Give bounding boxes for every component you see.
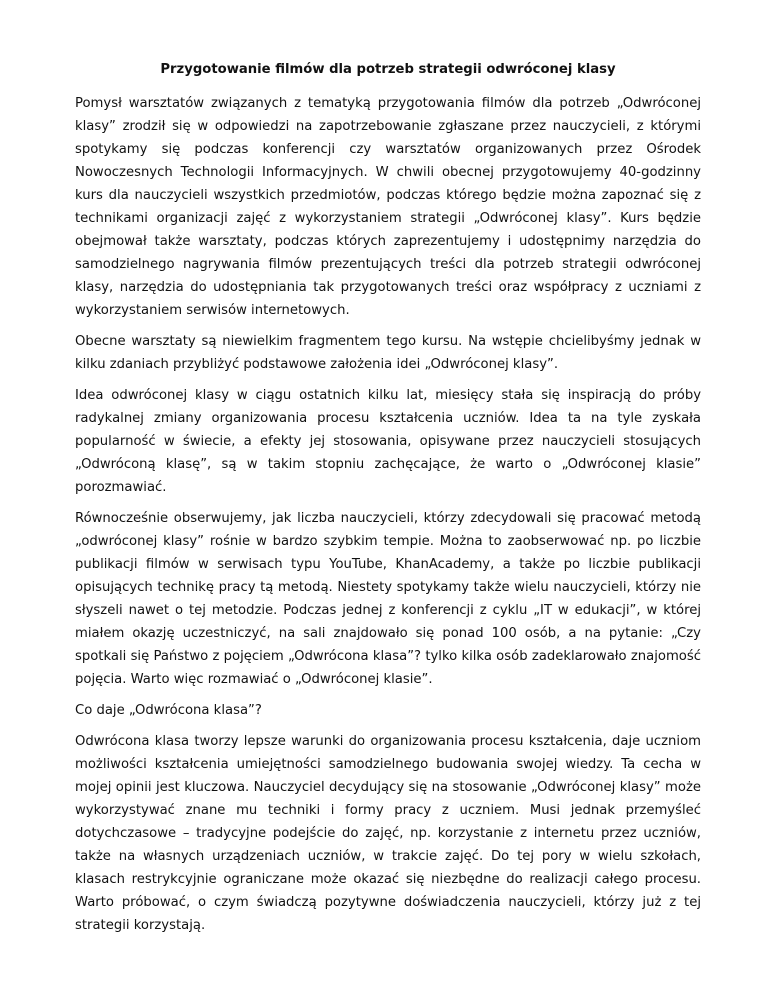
paragraph-idea: Idea odwróconej klasy w ciągu ostatnich kilku lat, miesięcy stała się inspiracją do próby radykalnej zmiany organizowania procesu kształcenia uczniów. Idea ta na tyle zyskała popularność w świecie, a efekty jej stosowania, opisywane przez nauczycieli stosujących „Odwróconą klasę”, są w takim stopniu zachęcające, że warto o „Odwróconej klasie” porozmawiać. <box>75 388 701 495</box>
paragraph-observations: Równocześnie obserwujemy, jak liczba nauczycieli, którzy zdecydowali się pracować metodą „odwróconej klasy” rośnie w bardzo szybkim tempie. Można to zaobserwować np. po liczbie publikacji filmów w serwisach typu YouTube, KhanAcademy, a także po liczbie publikacji opisujących technikę pracy tą metodą. Niestety spotykamy także wielu nauczycieli, którzy nie słyszeli nawet o tej metodzie. Podczas jednej z konferencji z cyklu „IT w edukacji”, w której miałem okazję uczestniczyć, na sali znajdowało się ponad 100 osób, a na pytanie: „Czy spotkali się Państwo z pojęciem „Odwrócona klasa”? tylko kilka osób zadeklarowało znajomość pojęcia. Warto więc rozmawiać o „Odwróconej klasie”. <box>75 511 701 687</box>
section-question: Co daje „Odwrócona klasa”? <box>75 703 262 718</box>
document-page <box>75 60 701 945</box>
paragraph-workshops: Obecne warsztaty są niewielkim fragmentem tego kursu. Na wstępie chcielibyśmy jednak w kilku zdaniach przybliżyć podstawowe założenia idei „Odwróconej klasy”. <box>75 334 701 372</box>
document-title: Przygotowanie filmów dla potrzeb strategii odwróconej klasy <box>160 62 616 77</box>
paragraph-intro: Pomysł warsztatów związanych z tematyką przygotowania filmów dla potrzeb „Odwróconej klasy” zrodził się w odpowiedzi na zapotrzebowanie zgłaszane przez nauczycieli, z którymi spotykamy się podczas konferencji czy warsztatów organizowanych przez Ośrodek Nowoczesnych Technologii Informacyjnych. W chwili obecnej przygotowujemy 40-godzinny kurs dla nauczycieli wszystkich przedmiotów, podczas którego będzie można zapoznać się z technikami organizacji zajęć z wykorzystaniem strategii „Odwróconej klasy”. Kurs będzie obejmował także warsztaty, podczas których zaprezentujemy i udostępnimy narzędzia do samodzielnego nagrywania filmów prezentujących treści dla potrzeb strategii odwróconej klasy, narzędzia do udostępniania tak przygotowanych treści oraz współpracy z uczniami z wykorzystaniem serwisów internetowych. <box>75 96 701 318</box>
paragraph-benefits: Odwrócona klasa tworzy lepsze warunki do organizowania procesu kształcenia, daje uczniom możliwości kształcenia umiejętności samodzielnego budowania swojej wiedzy. Ta cecha w mojej opinii jest kluczowa. Nauczyciel decydujący się na stosowanie „Odwróconej klasy” może wykorzystywać znane mu techniki i formy pracy z uczniem. Musi jednak przemyśleć dotychczasowe – tradycyjne podejście do zajęć, np. korzystanie z internetu przez uczniów, także na własnych urządzeniach uczniów, w trakcie zajęć. Do tej pory w wielu szkołach, klasach restrykcyjnie ograniczane może okazać się niezbędne do realizacji całego procesu. Warto próbować, o czym świadczą pozytywne doświadczenia nauczycieli, którzy już z tej strategii korzystają. <box>75 734 701 933</box>
